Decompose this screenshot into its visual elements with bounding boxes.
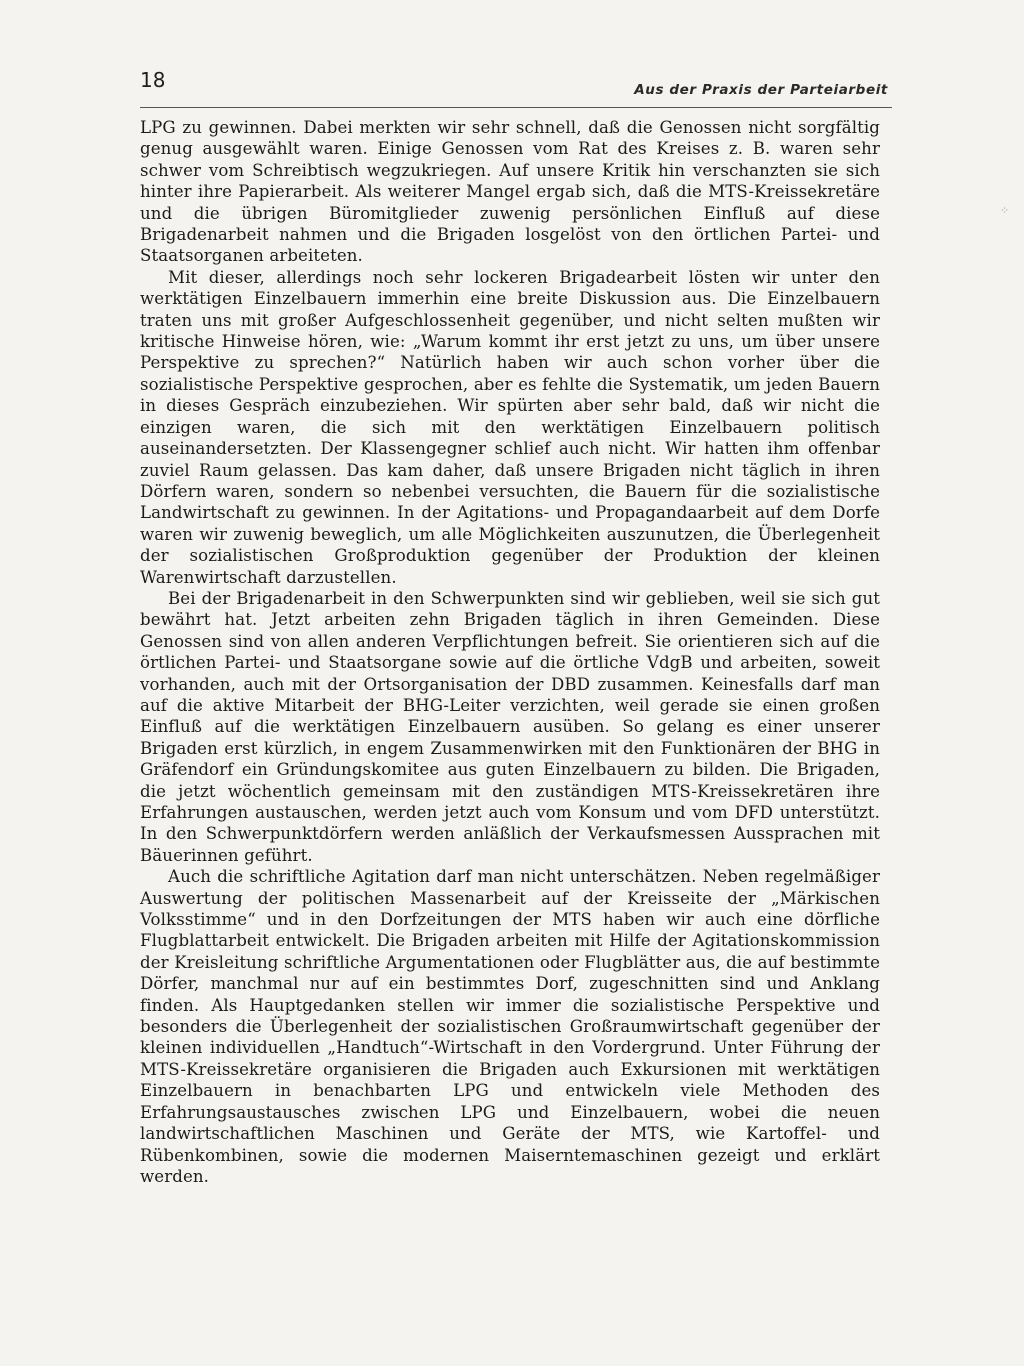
header-rule — [140, 107, 892, 108]
page-header — [140, 68, 888, 102]
running-title: Aus der Praxis der Parteiarbeit — [634, 82, 888, 98]
paragraph-2: Mit dieser, allerdings noch sehr lockeren Brigadearbeit lösten wir unter den werktätigen Einzelbauern immerhin eine breite Diskussion aus. Die Einzelbauern traten uns mit großer Aufgeschlossenheit gegenüber, und nicht selten mußten wir kritische Hinweise hören, wie: „Warum kommt ihr erst jetzt zu uns, um über unsere Perspektive zu sprechen?“ Natürlich haben wir auch schon vorher über die sozialistische Perspektive gesprochen, aber es fehlte die Systematik, um jeden Bauern in dieses Gespräch einzubeziehen. Wir spürten aber sehr bald, daß wir nicht die einzigen waren, die sich mit den werktätigen Einzelbauern politisch auseinandersetzten. Der Klassengegner schlief auch nicht. Wir hatten ihm offenbar zuviel Raum gelassen. Das kam daher, daß unsere Brigaden nicht täglich in ihren Dörfern waren, sondern so nebenbei versuchten, die Bauern für die sozialistische Landwirtschaft zu gewinnen. In der Agitations- und Propagandaarbeit auf dem Dorfe waren wir zuwenig beweglich, um alle Möglichkeiten auszunutzen, die Überlegenheit der sozialistischen Großproduktion gegenüber der Produktion der kleinen Warenwirtschaft darzustellen. — [140, 267, 880, 587]
paragraph-1: LPG zu gewinnen. Dabei merkten wir sehr schnell, daß die Genossen nicht sorgfältig genug ausgewählt waren. Einige Genossen vom Rat des Kreises z. B. waren sehr schwer vom Schreibtisch wegzukriegen. Auf unsere Kritik hin verschanzten sie sich hinter ihre Papierarbeit. Als weiterer Mangel ergab sich, daß die MTS-Kreissekretäre und die übrigen Büromitglieder zuwenig persönlichen Einfluß auf diese Brigadenarbeit nahmen und die Brigaden losgelöst von den örtlichen Partei- und Staatsorganen arbeiteten. — [140, 118, 880, 266]
margin-speck: ⁘ — [1000, 204, 1010, 217]
body-text — [140, 117, 880, 1187]
paragraph-3: Bei der Brigadenarbeit in den Schwerpunkten sind wir geblieben, weil sie sich gut bewährt hat. Jetzt arbeiten zehn Brigaden täglich in ihren Gemeinden. Diese Genossen sind von allen anderen Verpflichtungen befreit. Sie orientieren sich auf die örtlichen Partei- und Staatsorgane sowie auf die örtliche VdgB und arbeiten, soweit vorhanden, auch mit der Ortsorganisation der DBD zusammen. Keinesfalls darf man auf die aktive Mitarbeit der BHG-Leiter verzichten, weil gerade sie einen großen Einfluß auf die werktätigen Einzelbauern ausüben. So gelang es einer unserer Brigaden erst kürzlich, in engem Zusammenwirken mit den Funktionären der BHG in Gräfendorf ein Gründungskomitee aus guten Einzelbauern zu bilden. Die Brigaden, die jetzt wöchentlich gemeinsam mit den zuständigen MTS-Kreissekretären ihre Erfahrungen austauschen, werden jetzt auch vom Konsum und vom DFD unterstützt. In den Schwerpunktdörfern werden anläßlich der Verkaufsmessen Aussprachen mit Bäuerinnen geführt. — [140, 588, 880, 865]
paragraph-4: Auch die schriftliche Agitation darf man nicht unterschätzen. Neben regelmäßiger Auswertung der politischen Massenarbeit auf der Kreisseite der „Märkischen Volksstimme“ und in den Dorfzeitungen der MTS haben wir auch eine dörfliche Flugblattarbeit entwickelt. Die Brigaden arbeiten mit Hilfe der Agitationskommission der Kreisleitung schriftliche Argumentationen oder Flugblätter aus, die auf bestimmte Dörfer, manchmal nur auf ein bestimmtes Dorf, zugeschnitten sind und Anklang finden. Als Hauptgedanken stellen wir immer die sozialistische Perspektive und besonders die Überlegenheit der sozialistischen Großraumwirtschaft gegenüber der kleinen individuellen „Handtuch“-Wirtschaft in den Vordergrund. Unter Führung der MTS-Kreissekretäre organisieren die Brigaden auch Exkursionen mit werktätigen Einzelbauern in benachbarten LPG und entwickeln viele Methoden des Erfahrungsaustausches zwischen LPG und Einzelbauern, wobei die neuen landwirtschaftlichen Maschinen und Geräte der MTS, wie Kartoffel- und Rübenkombinen, sowie die modernen Maiserntemaschinen gezeigt und erklärt werden. — [140, 867, 880, 1186]
page-number: 18 — [140, 68, 166, 92]
